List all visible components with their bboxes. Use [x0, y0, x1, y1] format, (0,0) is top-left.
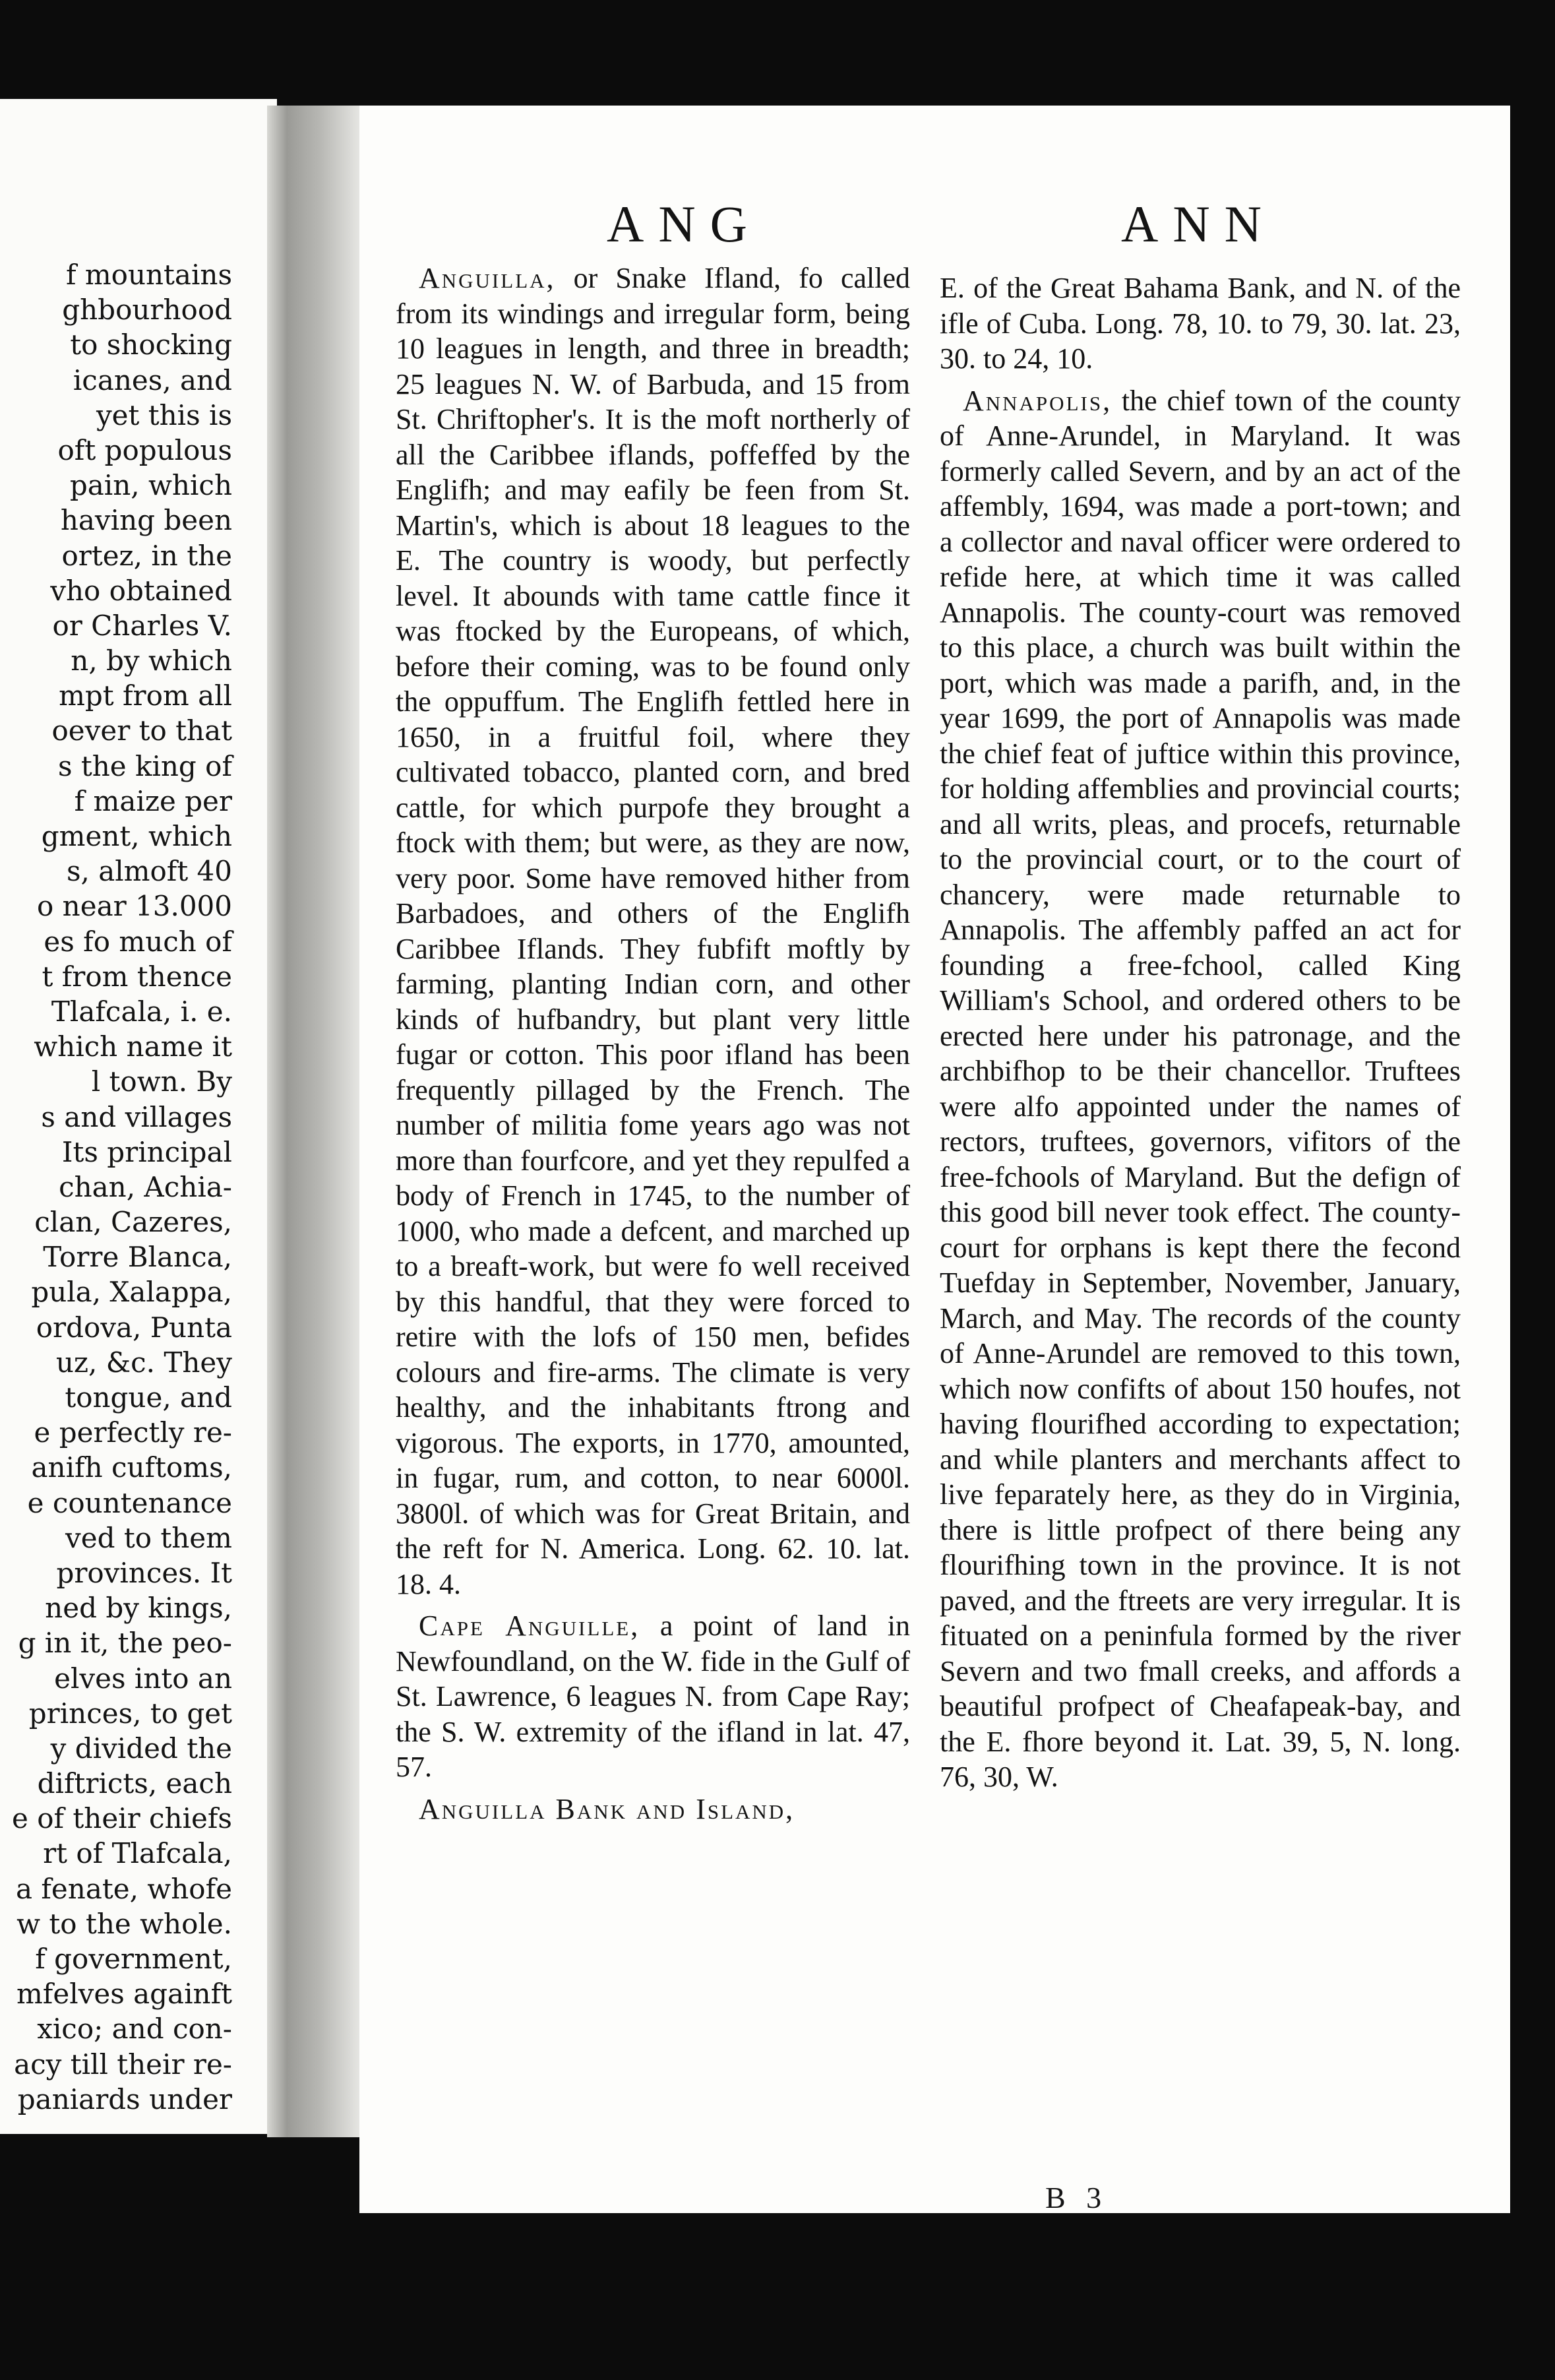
- left-page-line: or Charles V.: [52, 609, 232, 642]
- left-page-line: paniards under: [17, 2082, 232, 2115]
- entry-text: or Snake Ifland, fo called from its windings and irregular form, being 10 leagues in length, and three in breadth; 25 leagues N. W. of Barbuda, and 15 from St. Chriftopher's. It is the moft northerly of all the Caribbee iflands, poffeffed by the Englifh; and may eafily be feen from St. Martin's, which is about 18 leagues to the E. The country is woody, but perfectly level. It abounds with tame cattle fince it was ftocked by the Europeans, of which, before their coming, was to be found only the oppuffum. The Englifh fettled here in 1650, in a fruitful foil, where they cultivated tobacco, planted corn, and bred cattle, for which purpofe they brought a ftock with them; but were, as they are now, very poor. Some have removed hither from Barbadoes, and others of the Englifh Caribbee Iflands. They fubfift moftly by farming, planting Indian corn, and other kinds of hufbandry, but plant very little fugar or cotton. This poor ifland has been frequently pillaged by the French. The number of militia fome years ago was not more than fourfcore, and yet they repulfed a body of French in 1745, to the number of 1000, who made a defcent, and marched up to a breaft-work, but were fo well received by this handful, that they were forced to retire with the lofs of 150 men, befides colours and fire-arms. The climate is very healthy, and the inhabitants ftrong and vigorous. The exports, in 1770, amounted, in fugar, rum, and cotton, to near 6000l. 3800l. of which was for Great Britain, and the reft for N. America. Long. 62. 10. lat. 18. 4.: [396, 262, 910, 1600]
- left-page-line: t from thence: [42, 960, 232, 993]
- left-page-line: Tlafcala, i. e.: [51, 995, 232, 1028]
- left-page-line: icanes, and: [73, 363, 232, 396]
- left-page-line: oever to that: [51, 714, 232, 747]
- left-page-line: elves into an: [54, 1662, 232, 1695]
- left-page-line: g in it, the peo-: [18, 1627, 232, 1660]
- left-page-line: yet this is: [96, 398, 232, 431]
- entry-text: a point of land in Newfoundland, on the W. fide in the Gulf of St. Lawrence, 6 leagues N. from Cape Ray; the S. W. extremity of the ifland in lat. 47, 57.: [396, 1610, 911, 1783]
- left-page-line: pula, Xalappa,: [31, 1276, 232, 1309]
- signature-mark: B 3: [1045, 2181, 1109, 2214]
- left-page-line: l town. By: [91, 1065, 232, 1098]
- text-column-2: [940, 270, 1461, 1795]
- left-page-line: s the king of: [57, 749, 232, 782]
- left-page-line: mfelves againft: [16, 1978, 232, 2011]
- left-page-line: Torre Blanca,: [43, 1241, 232, 1274]
- entry-annapolis: [940, 383, 1461, 1795]
- left-page-line: ghbourhood: [62, 294, 232, 327]
- left-page-line: Its principal: [61, 1135, 232, 1168]
- left-page-line: ordova, Punta: [36, 1311, 232, 1344]
- left-page-line: princes, to get: [28, 1697, 232, 1730]
- left-page-line: y divided the: [50, 1732, 232, 1765]
- left-page-line: es fo much of: [44, 925, 232, 958]
- entry-headword: Annapolis,: [963, 384, 1113, 417]
- left-page-line: w to the whole.: [16, 1907, 232, 1940]
- left-page-line: e of their chiefs: [12, 1802, 232, 1835]
- left-page-line: e countenance: [27, 1486, 232, 1519]
- text-column-1: [396, 261, 910, 1827]
- left-page-line: uz, &c. They: [55, 1346, 232, 1379]
- entry-headword: Anguilla Bank and Island,: [419, 1792, 795, 1825]
- entry-text: the chief town of the county of Anne-Arundel, in Maryland. It was formerly called Severn, and by an act of the affembly, 1694, was made a port-town; and a collector and naval officer were ordered to refide here, at which time it was called Annapolis. The county-court was removed to this place, a church was built within the port, which was made a parifh, and, in the year 1699, the port of Annapolis was made the chief feat of juftice within this province, for holding affemblies and provincial courts; and all writs, pleas, and procefs, returnable to the provincial court, or to the court of chancery, were made returnable to Annapolis. The affembly paffed an act for founding a free-fchool, called King William's School, and ordered others to be erected here under his patronage, and the archbifhop to be their chancellor. Truftees were alfo appointed under the names of rectors, truftees, governors, vifitors of the free-fchools of Maryland. But the defign of this good bill never took effect. The county-court for orphans is kept there the fecond Tuefday in September, November, January, March, and May. The records of the county of Anne-Arundel are removed to this town, which now confifts of about 150 houfes, not having flourifhed according to expectation; and while planters and merchants affect to live feparately here, as they do in Virginia, there is little profpect of there being any flourifhing town in the province. It is not paved, and the ftreets are very irregular. It is fituated on a peninfula formed by the river Severn and two fmall creeks, and affords a beautiful profpect of Cheafapeak-bay, and the E. fhore beyond it. Lat. 39, 5, N. long. 76, 30, W.: [940, 384, 1461, 1793]
- left-page-line: xico; and con-: [37, 2013, 232, 2046]
- left-page-line: o near 13.000: [37, 890, 232, 923]
- left-page-line: having been: [60, 504, 232, 537]
- left-page-line: provinces. It: [56, 1556, 232, 1589]
- entry-anguilla: [396, 261, 910, 1602]
- left-page-line: ortez, in the: [61, 539, 232, 572]
- left-page-line: s, almoft 40: [66, 855, 232, 888]
- left-page-line: mpt from all: [59, 679, 232, 712]
- left-page-line: n, by which: [71, 644, 232, 677]
- left-page-line: which name it: [34, 1030, 232, 1063]
- left-page-line: s and villages: [41, 1100, 232, 1133]
- running-head-left: ANG: [607, 195, 762, 253]
- left-page-line: e perfectly re-: [34, 1416, 232, 1449]
- left-page-line: oft populous: [57, 433, 232, 466]
- left-page-line: tongue, and: [65, 1381, 232, 1414]
- left-page-line: acy till their re-: [14, 2048, 232, 2081]
- left-page-line: pain, which: [69, 469, 232, 502]
- left-page-line: a fenate, whofe: [15, 1872, 232, 1905]
- book-gutter: [267, 106, 366, 2137]
- right-page: [359, 106, 1510, 2213]
- entry-continuation: [940, 270, 1461, 377]
- left-page: [0, 99, 277, 2134]
- left-page-line: f government,: [35, 1943, 232, 1975]
- left-page-line: f mountains: [65, 259, 232, 291]
- left-page-line: rt of Tlafcala,: [43, 1837, 232, 1870]
- left-page-line: anifh cuftoms,: [31, 1451, 232, 1484]
- entry-headword: Cape Anguille,: [419, 1610, 640, 1642]
- entry-anguilla-bank: [396, 1792, 910, 1827]
- left-page-line: gment, which: [41, 820, 232, 852]
- entry-text: E. of the Great Bahama Bank, and N. of the ifle of Cuba. Long. 78, 10. to 79, 30. lat. 23, 30. to 24, 10.: [940, 272, 1461, 375]
- left-page-text: [0, 257, 232, 2117]
- entry-headword: Anguilla,: [419, 262, 556, 294]
- left-page-line: clan, Cazeres,: [34, 1206, 232, 1239]
- left-page-line: chan, Achia-: [59, 1170, 232, 1203]
- running-head-right: ANN: [1121, 195, 1276, 253]
- entry-cape-anguille: [396, 1608, 910, 1785]
- left-page-line: to shocking: [70, 329, 232, 361]
- left-page-line: diftricts, each: [37, 1767, 232, 1800]
- left-page-line: f maize per: [74, 784, 232, 817]
- left-page-line: vho obtained: [50, 574, 232, 607]
- left-page-line: ned by kings,: [45, 1592, 232, 1625]
- left-page-line: ved to them: [65, 1521, 232, 1554]
